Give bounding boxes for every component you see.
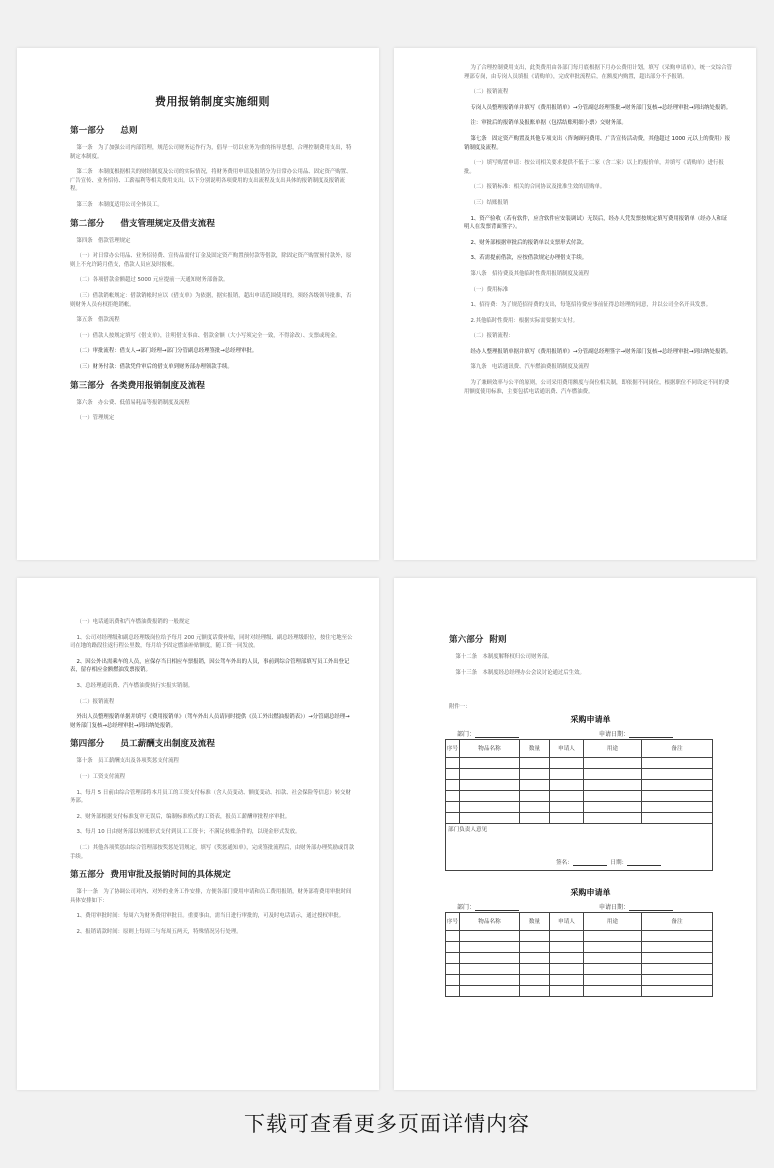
signature-blank [573, 859, 607, 866]
table-cell [642, 758, 713, 769]
table-cell [642, 769, 713, 780]
table-cell [446, 780, 460, 791]
table-cell [460, 942, 520, 953]
header-cell: 物品名称 [460, 740, 520, 758]
header-cell: 用途 [584, 913, 642, 931]
paragraph: 1、每月 5 日前由综合管理部将本月员工的工资支付标准（含人员变动、额度变动、扣款、社会保险等信息）转交财务部。 [70, 789, 351, 805]
table-cell [520, 813, 550, 824]
paragraph: （三）结账报销 [470, 199, 509, 206]
paragraph: （一）工资支付流程 [76, 773, 125, 780]
document-page-3 [17, 578, 379, 1090]
table-cell [642, 802, 713, 813]
table-cell [550, 791, 584, 802]
table-row [446, 964, 713, 975]
table-cell [520, 769, 550, 780]
paragraph: （二）各项借款金额超过 5000 元应提前一天通知财务部备款。 [76, 277, 229, 284]
table-cell [446, 964, 460, 975]
table-row [446, 953, 713, 964]
table-cell [550, 780, 584, 791]
paragraph: （二）其他各项奖惩由综合管理部按奖惩处罚规定，填写《奖惩通知单》，完成签批流程后，由财务部办理奖励或罚款手续。 [70, 844, 355, 860]
paragraph: （二）报销流程： [470, 333, 514, 340]
paragraph: （三）财务付款：借款凭件审后的借支单到财务部办理领款手续。 [76, 363, 233, 370]
paragraph: （二）报销流程 [470, 89, 509, 96]
paragraph: 第六条 办公费、低值易耗品等报销制度及流程 [76, 399, 190, 406]
paragraph: （二）报销流程 [76, 698, 115, 705]
download-prompt-text: 下载可查看更多页面详情内容 [244, 1112, 530, 1136]
table-cell [550, 802, 584, 813]
table-cell [642, 780, 713, 791]
apply-date-label: 申请日期： [599, 904, 630, 912]
paragraph: 第一条 为了加强公司内部管理，规范公司财务运作行为，倡导一切以业务为重的指导思想，合理控制费用支出，特制定本制度。 [70, 145, 352, 160]
table-cell [446, 931, 460, 942]
table-row [446, 791, 713, 802]
paragraph: 第十一条 为了协调公司对内、对外的业务工作安排，方便各部门费用申请和员工费用报销，财务部将费用审批时间具体安排如下： [70, 889, 352, 904]
table-cell [446, 986, 460, 997]
paragraph: 经办人整理报销单据并填写《费用报销单》→分管副总经理签字→财务部门复核→总经理审批→到出纳处报销。 [470, 348, 732, 355]
paragraph: 2、因公外出需乘车的人员，应保存当日相应车票报销，因公驾车外出的人员，事前到综合管理部填写员工外出登记表，留存相应金额燃油发票报销。 [70, 658, 350, 674]
document-page-4 [394, 578, 756, 1090]
header-cell: 序号 [446, 913, 460, 931]
table-row [446, 813, 713, 824]
table-row [446, 975, 713, 986]
table-cell [550, 964, 584, 975]
table-row [446, 931, 713, 942]
table-cell [584, 780, 642, 791]
form-meta [449, 729, 732, 739]
sign-date-blank [627, 859, 661, 866]
paragraph: （一）对日常办公用品、业务招待费、宣传品需付订金及固定资产购置预付款等借款，除固定资产购置预付款外，原则上不允许跨月借支，借款人员应及时报帐。 [70, 253, 352, 268]
header-cell: 物品名称 [460, 913, 520, 931]
opinion-label: 部门负责人意见 [448, 827, 488, 834]
header-cell: 用途 [584, 740, 642, 758]
paragraph: 2、报销请款时间：原则上每周三与每周五两天，特殊情况另行处理。 [76, 928, 242, 935]
header-cell: 申请人 [550, 913, 584, 931]
table-cell [446, 942, 460, 953]
apply-date-field [599, 729, 673, 738]
table-cell [550, 975, 584, 986]
paragraph: 1、招待费：为了规范招待费的支出，每笔招待费应事前征得总经理的同意，并以公司全名开具发票。 [470, 302, 712, 309]
table-cell [520, 758, 550, 769]
section-heading [70, 737, 355, 749]
table-header-row [446, 740, 713, 758]
apply-date-blank [629, 731, 673, 738]
paragraph: 1、费用审批时间：每周六为财务费用审批日。重要事由，需当日进行审批的，可及时电话请示，通过授权审批。 [76, 913, 345, 920]
table-cell [584, 769, 642, 780]
table-cell [550, 758, 584, 769]
document-title: 费用报销制度实施细则 [155, 95, 270, 108]
table-cell [446, 813, 460, 824]
section-title: 各类费用报销制度及流程 [110, 380, 205, 391]
table-cell [460, 964, 520, 975]
table-cell [520, 942, 550, 953]
paragraph: 第二条 本制度根据相关的财经制度及公司的实际情况，将财务费用申请及报销分为日常办公用品、固定资产购置、广告宣传、业务招待、工薪福利等相关费用支出。以下分别说明各项费用的支出流程及支出具体的报销制度及报销流程。 [70, 169, 352, 193]
department-blank [475, 904, 519, 911]
table-cell [460, 986, 520, 997]
paragraph: 2、财务部根据支付标准复审无误后，编制标准格式的工资表，报员工薪酬审批程序审批。 [76, 813, 291, 820]
table-cell [550, 942, 584, 953]
opinion-cell [446, 824, 713, 871]
section-heading [449, 633, 732, 645]
table-cell [460, 975, 520, 986]
attachment-label: 附件一： [449, 704, 471, 711]
table-cell [550, 931, 584, 942]
section-heading [70, 868, 355, 880]
purchase-request-table [445, 912, 713, 997]
table-cell [460, 953, 520, 964]
paragraph: （三）借款销帐规定：借款销帐时应以《借支单》为依据，据实报销，超出申请范围使用的，须经各级领导批准，否则财务人员有权拒绝销帐。 [70, 292, 352, 308]
paragraph: 1、公司对经理级和副总经理级岗位给予每月 200 元额度话费补贴，同时对经理级、副总经理级职位，按住宅地至公司在地的路段往返行程公里数，每月给予固定燃油补贴额度，随工资一同发放。 [70, 634, 353, 650]
form-title: 采购申请单 [570, 715, 611, 725]
paragraph: （一）电话通讯费和汽车燃油费报销的一般规定 [76, 619, 190, 625]
table-row [446, 942, 713, 953]
paragraph: （一）管理规定 [76, 415, 115, 422]
header-cell: 申请人 [550, 740, 584, 758]
table-cell [584, 802, 642, 813]
document-page-1 [17, 48, 379, 560]
paragraph: 第七条 固定资产购置及其他专项支出（咨询顾问费用、广告宣传活动费，其他超过 1000 元以上的费用）报销制度及流程。 [464, 135, 731, 151]
table-cell [460, 780, 520, 791]
table-cell [446, 758, 460, 769]
table-cell [460, 758, 520, 769]
table-row [446, 986, 713, 997]
form-title: 采购申请单 [570, 888, 611, 898]
paragraph: 3、每月 10 日由财务部以转账形式支付到员工工资卡；不满足转账条件的，以现金形式发放。 [76, 829, 301, 836]
table-cell [550, 769, 584, 780]
paragraph: （一）填写购置申请：按公司相关要求提供不低于二家（含二家）以上的报价单，并填写《请购单》进行报批。 [464, 160, 724, 175]
paragraph: 3、若需提前借款，应按借款规定办理借支手续。 [470, 255, 588, 262]
header-cell: 备注 [642, 740, 713, 758]
section-heading [70, 217, 355, 229]
apply-date-blank [629, 904, 673, 911]
paragraph: （二）审批流程：借支人→部门经理→部门分管副总经理签批→总经理审批。 [76, 348, 258, 355]
table-row [446, 769, 713, 780]
section-number: 第六部分 [449, 635, 484, 645]
table-row [446, 758, 713, 769]
table-cell [642, 964, 713, 975]
table-cell [584, 791, 642, 802]
table-cell [642, 953, 713, 964]
section-heading [70, 379, 355, 391]
table-cell [520, 780, 550, 791]
section-number: 第三部分 [70, 380, 105, 391]
paragraph: 第三条 本制度适用公司全体员工。 [76, 201, 163, 208]
paragraph: 第五条 借款流程 [76, 317, 120, 324]
table-cell [520, 964, 550, 975]
table-cell [460, 769, 520, 780]
table-cell [584, 813, 642, 824]
table-cell [584, 942, 642, 953]
paragraph: 为了兼顾效率与公平的原则，公司采用费用额度与岗位相关制，即依据不同岗位，根据职位不同设定不同的费用额度使用标准，主要包括电话通讯费、汽车燃油费。 [464, 380, 730, 395]
table-cell [460, 813, 520, 824]
section-heading [70, 124, 355, 136]
table-cell [446, 975, 460, 986]
department-field [457, 729, 519, 738]
table-cell [520, 802, 550, 813]
table-cell [520, 791, 550, 802]
table-cell [584, 986, 642, 997]
table-cell [642, 942, 713, 953]
table-header-row [446, 913, 713, 931]
section-title: 附则 [489, 635, 507, 645]
table-cell [642, 931, 713, 942]
section-number: 第二部分 [70, 218, 105, 229]
header-cell: 备注 [642, 913, 713, 931]
paragraph: 外出人员整理报销单据并填写《费用报销单》（驾车外出人员请同时提供《员工外出燃油报销表》）→分管副总经理→财务部门复核→总经理审批→到出纳处报销。 [70, 714, 350, 729]
document-page-2 [394, 48, 756, 560]
department-field [457, 902, 519, 911]
table-cell [460, 791, 520, 802]
header-cell: 序号 [446, 740, 460, 758]
opinion-row [446, 824, 713, 871]
paragraph: 1、资产验收（若有软件，应含软件应安装调试）无误后，经办人凭发票按规定填写费用报销单（经办人和证明人在发票背面签字）。 [464, 215, 728, 231]
table-cell [550, 986, 584, 997]
section-title: 总则 [120, 126, 138, 136]
paragraph: 为了合理控制费用支出，此类费用由各部门每月底根据下月办公费用计划，填写《采购申请单》，统一交综合管理部专岗，由专岗人员填报《请购单》，完成审批流程后，在额度内购置，超出部分不予报销。 [464, 65, 732, 80]
paragraph: 第八条 招待费及其他临时性费用报销制度及流程 [470, 270, 590, 277]
apply-date-label: 申请日期： [599, 731, 630, 739]
table-cell [520, 931, 550, 942]
paragraph: 第四条 借款管理规定 [76, 237, 131, 244]
paragraph: （二）报销标准：相关的合同协议及批准生效的请购单。 [470, 184, 606, 191]
form-meta [449, 902, 732, 912]
paragraph: 3、总经理通讯费、汽车燃油费执行实报实销制。 [76, 682, 194, 689]
paragraph: 第九条 电话通讯费、汽车燃油费报销制度及流程 [470, 364, 590, 371]
table-cell [460, 931, 520, 942]
paragraph: （一）借款人按规定填写《借支单》，注明借支事由、借款金额（大小写须完全一致，不得涂改）、支票或现金。 [76, 332, 341, 339]
signature-line [556, 859, 661, 866]
signature-label: 签名： [556, 860, 573, 867]
table-cell [446, 791, 460, 802]
sign-date-label: 日期： [610, 860, 628, 867]
header-cell: 数量 [520, 913, 550, 931]
department-blank [475, 731, 519, 738]
table-row [446, 802, 713, 813]
table-cell [446, 769, 460, 780]
table-cell [520, 953, 550, 964]
section-number: 第四部分 [70, 739, 105, 750]
table-cell [642, 975, 713, 986]
table-cell [550, 813, 584, 824]
table-cell [642, 813, 713, 824]
table-cell [446, 953, 460, 964]
paragraph: 第十条 员工薪酬支出及各项奖惩支付流程 [76, 758, 179, 765]
purchase-request-table [445, 739, 713, 871]
department-label: 部门： [457, 904, 476, 912]
table-cell [460, 802, 520, 813]
table-cell [584, 964, 642, 975]
section-number: 第五部分 [70, 870, 105, 881]
paragraph: 第十二条 本制度解释权归公司财务部。 [455, 654, 553, 660]
table-row [446, 780, 713, 791]
table-cell [584, 975, 642, 986]
apply-date-field [599, 902, 673, 911]
table-cell [584, 931, 642, 942]
department-label: 部门： [457, 731, 476, 739]
header-cell: 数量 [520, 740, 550, 758]
table-cell [520, 975, 550, 986]
section-number: 第一部分 [70, 126, 105, 136]
table-cell [642, 791, 713, 802]
table-cell [446, 802, 460, 813]
paragraph: 2.其他临时性费用：根据实际需要据实支付。 [470, 317, 579, 324]
section-title: 员工薪酬支出制度及流程 [120, 739, 215, 750]
section-title: 费用审批及报销时间的具体规定 [110, 870, 231, 881]
paragraph: （一）费用标准 [470, 286, 509, 293]
table-cell [642, 986, 713, 997]
paragraph: 2、财务部根据审批后的报销单以支票形式付款。 [470, 239, 588, 246]
section-title: 借支管理规定及借支流程 [120, 218, 215, 229]
table-cell [584, 758, 642, 769]
table-cell [584, 953, 642, 964]
paragraph: 专岗人员整理报销单并填写《费用报销单》→分管副总经理签批→财务部门复核→总经理审批→到出纳处报销。 [470, 104, 732, 111]
table-cell [550, 953, 584, 964]
paragraph: 第十三条 本制度经总经理办公会议讨论通过后生效。 [455, 669, 585, 676]
table-cell [520, 986, 550, 997]
paragraph: 注：审批后的报销单及报账单据（包括结账明细小票）交财务部。 [470, 120, 627, 127]
